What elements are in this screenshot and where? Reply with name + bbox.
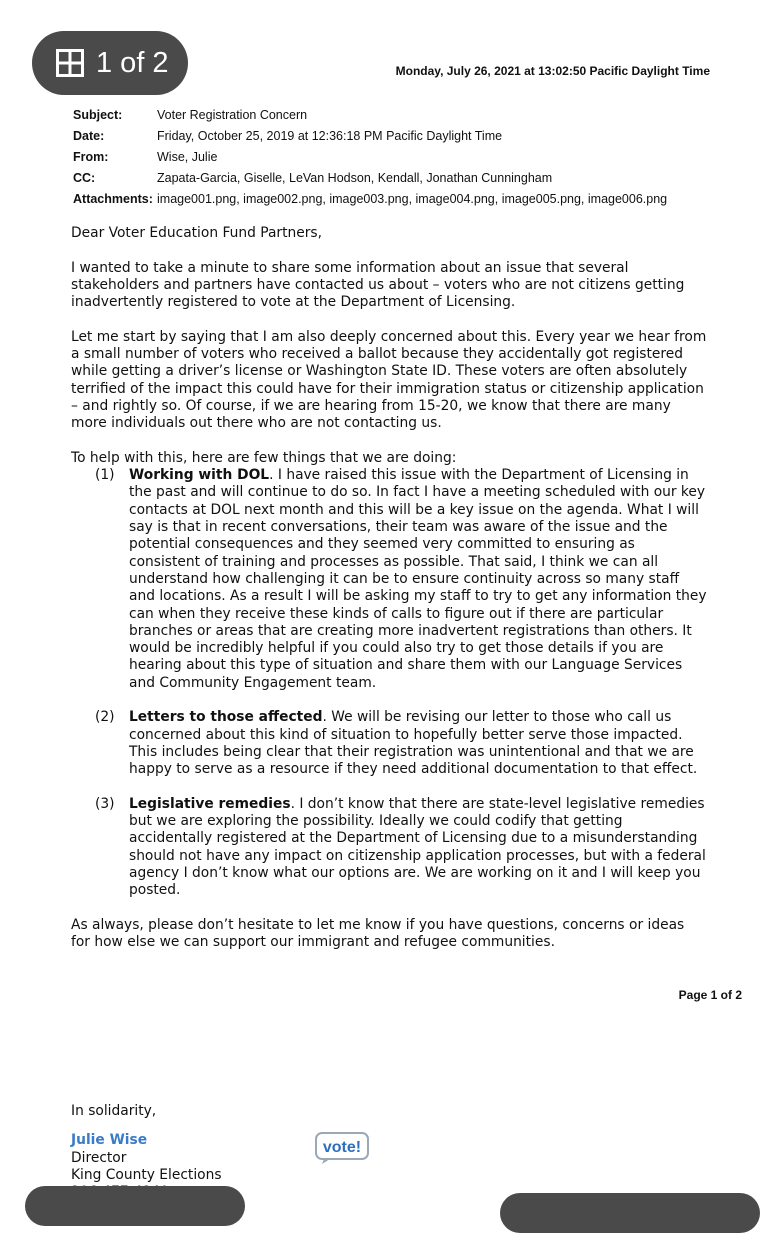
from-value: Wise, Julie [157,150,218,164]
cc-label: CC: [73,171,96,185]
date-row [73,126,667,147]
vote-logo [314,1131,370,1165]
subject-row [73,105,667,126]
list-number: (2) [95,709,115,726]
attachments-value: image001.png, image002.png, image003.png, image004.png, image005.png, image006.png [157,192,668,206]
list-item-title: Letters to those affected [129,709,323,726]
vote-logo-text: vote! [322,1139,362,1156]
paragraph-1: I wanted to take a minute to share some information about an issue that several stakeholders and partners have contacted us about – voters who are not citizens getting inadvertently registered to vote at the Department of Licensing. [71,259,685,311]
list-item-text: . I have raised this issue with the Department of Licensing in the past and will continue to do so. In fact I have a meeting scheduled with our key contacts at DOL next month and this will be a key issue on the agenda. What I will say is that in recent conversations, their team was aware of the issue and the potential consequences and they seemed very committed to ensuring as consistent of training and processes as possible. That said, I think we can all understand how challenging it can be to ensure continuity across so many staff and locations. As a result I will be asking my staff to try to get any information they can when they receive these kinds of calls to figure out if there are particular branches or areas that are creating more inadvertent registrations than others. It would be incredibly helpful if you could also try to get those details if you are hearing about this type of situation and share them with our Language Services and Community Engagement team. [129,467,707,691]
bottom-toolbar-left[interactable] [25,1186,245,1226]
greeting: Dear Voter Education Fund Partners, [71,225,322,241]
signature-name: Julie Wise [71,1132,148,1149]
signature-organization: King County Elections [71,1166,222,1183]
subject-value: Voter Registration Concern [157,108,308,122]
list-item-title: Working with DOL [129,467,270,484]
from-row [73,147,667,168]
subject-label: Subject: [73,108,123,122]
email-body [71,225,707,951]
print-timestamp: Monday, July 26, 2021 at 13:02:50 Pacific Daylight Time [395,64,710,78]
grid-icon [56,49,84,77]
list-item-3 [71,796,707,900]
date-label: Date: [73,129,105,143]
attachments-row [73,189,667,210]
page-indicator-label: 1 of 2 [96,46,169,79]
list-number: (1) [95,467,115,484]
list-item-title: Legislative remedies [129,795,291,812]
page-indicator[interactable] [32,31,188,95]
closing-paragraph: As always, please don’t hesitate to let me know if you have questions, concerns or ideas for how else we can support our immigrant and refugee communities. [71,916,685,951]
list-item-2 [71,709,707,778]
list-item-1 [71,467,707,692]
list-item-text: . We will be revising our letter to those who call us concerned about this kind of situation to hopefully better serve those impacted. This includes being clear that their registration was unintentional and that we are happy to serve as a resource if they need additional documentation to that effect. [129,709,698,778]
signature-title: Director [71,1149,127,1166]
list-item-text: . I don’t know that there are state-level legislative remedies but we are exploring the possibility. Ideally we could codify that getting accidentally registered at the Department of Licensing due to a misunderstanding should not have any impact on citizenship application processes, but with a federal agency I don’t know what our options are. We are working on it and I will keep you posted. [129,795,706,899]
date-value: Friday, October 25, 2019 at 12:36:18 PM Pacific Daylight Time [157,129,503,143]
paragraph-2: Let me start by saying that I am also deeply concerned about this. Every year we hear from a small number of voters who received a ballot because they accidentally got registered while getting a driver’s license or Washington State ID. These voters are often absolutely terrified of the impact this could have for their immigration status or citizenship application – and rightly so. Of course, if we are hearing from 15-20, we know that there are many more individuals out there who are not contacting us. [71,328,707,432]
email-header [73,105,667,210]
list-intro: To help with this, here are few things that we are doing: [71,449,457,466]
from-label: From: [73,150,109,164]
cc-value: Zapata-Garcia, Giselle, LeVan Hodson, Kendall, Jonathan Cunningham [157,171,553,185]
sign-off: In solidarity, [71,1103,157,1119]
list-number: (3) [95,795,115,812]
bottom-toolbar-right[interactable] [500,1193,760,1233]
attachments-label: Attachments: [73,192,153,206]
cc-row [73,168,667,189]
page-footer: Page 1 of 2 [678,988,742,1002]
